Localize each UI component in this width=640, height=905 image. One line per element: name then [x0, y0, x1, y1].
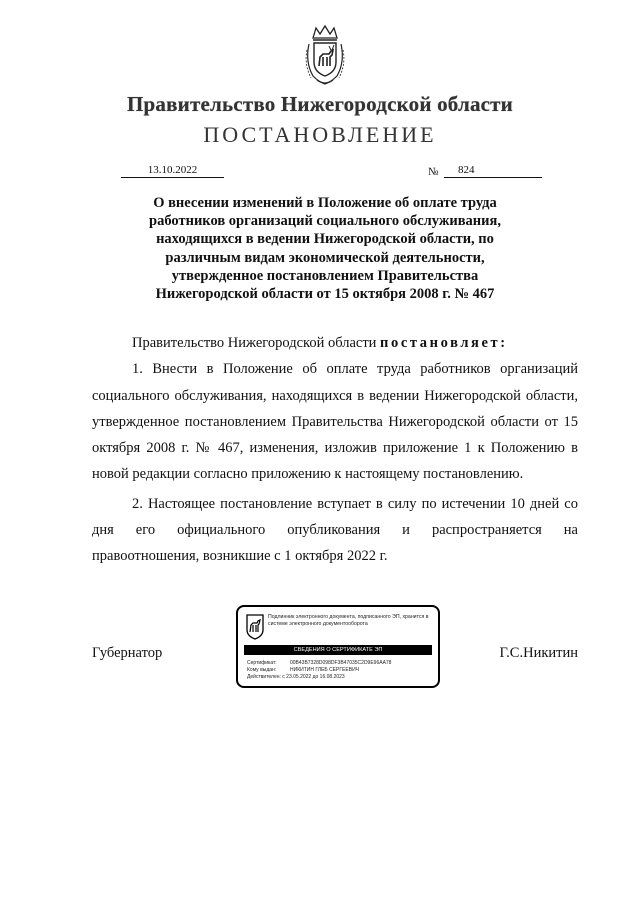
signer-position: Губернатор [92, 645, 163, 661]
document-date: 13.10.2022 [121, 163, 224, 178]
issued-to-value: НИКИТИН ГЛЕБ СЕРГЕЕВИЧ [290, 666, 359, 673]
paragraph-2: 2. Настоящее постановление вступает в силу по истечении 10 дней со дня его официального опубликования и распространяется на правоотношения, возникшие с 1 октября 2022 г. [92, 495, 578, 565]
issuing-authority: Правительство Нижегородской области [127, 92, 513, 116]
regional-emblem-icon [246, 614, 264, 640]
stamp-notice: Подлинник электронного документа, подписанного ЭП, хранится в системе электронного документооборота [268, 614, 429, 627]
certificate-details [247, 660, 391, 680]
certificate-info-bar: СВЕДЕНИЯ О СЕРТИФИКАТЕ ЭП [244, 645, 432, 655]
issued-to-row [247, 667, 391, 674]
document-type: ПОСТАНОВЛЕНИЕ [203, 122, 437, 147]
issued-to-label: Кому выдан: [247, 666, 277, 673]
document-number-field [444, 163, 542, 178]
preamble-action: постановляет: [380, 335, 508, 351]
certificate-row [247, 660, 391, 667]
preamble-lead: Правительство Нижегородской области [132, 335, 381, 351]
signer-name: Г.С.Никитин [499, 645, 578, 661]
preamble [92, 330, 578, 356]
coat-of-arms-icon [303, 24, 347, 86]
e-signature-stamp [236, 605, 440, 688]
document-title: О внесении изменений в Положение об оплате труда работников организаций социального обслуживания, находящихся в ведении Нижегородской области, по различным видам экономической деятельности, утвержденное постановлением Правительства Нижегородской области от 15 октября 2008 г. № 467 [149, 195, 501, 303]
document-number: 824 [458, 164, 475, 176]
validity-row: Действителен: с 23.05.2022 до 16.08.2023 [247, 673, 345, 680]
certificate-label: Сертификат: [247, 660, 277, 666]
document-body [92, 330, 578, 570]
paragraph-1: 1. Внести в Положение об оплате труда работников организаций социального обслуживания, находящихся в ведении Нижегородской области, утвержденное постановлением Правительства Нижегородской области от 15 октября 2008 г. № 467, изменения, изложив приложение 1 к Положению в новой редакции согласно приложению к настоящему постановлению. [92, 361, 578, 483]
certificate-value: 00B43B7328D098DF3B47035C2D9E96AA78 [290, 660, 392, 666]
number-label: № [428, 166, 439, 178]
